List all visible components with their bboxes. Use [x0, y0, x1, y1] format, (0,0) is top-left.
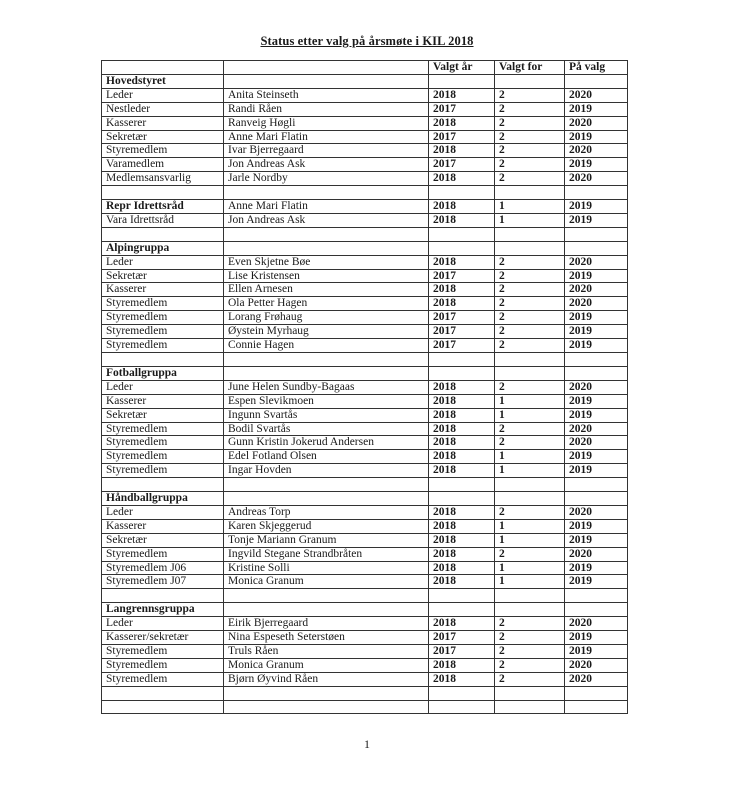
name-cell: Edel Fotland Olsen [224, 450, 429, 464]
up-for-election-cell: 2020 [565, 505, 628, 519]
elected-year-cell: 2018 [429, 380, 495, 394]
elected-for-cell: 2 [495, 116, 565, 130]
elected-for-cell: 1 [495, 408, 565, 422]
spacer-row [102, 589, 628, 603]
up-for-election-cell: 2020 [565, 283, 628, 297]
empty-cell [102, 589, 224, 603]
elected-for-cell: 2 [495, 283, 565, 297]
elected-for-cell: 2 [495, 130, 565, 144]
member-row [102, 394, 628, 408]
role-cell: Styremedlem [102, 547, 224, 561]
name-cell: Monica Granum [224, 575, 429, 589]
empty-cell [565, 227, 628, 241]
empty-cell [102, 186, 224, 200]
page-number: 1 [364, 737, 370, 751]
member-row [102, 297, 628, 311]
elected-for-cell: 2 [495, 311, 565, 325]
header-row [102, 61, 628, 75]
member-row [102, 339, 628, 353]
up-for-election-cell: 2020 [565, 172, 628, 186]
role-cell: Leder [102, 255, 224, 269]
empty-cell [102, 700, 224, 714]
empty-cell [102, 227, 224, 241]
elected-year-cell: 2018 [429, 116, 495, 130]
elected-year-cell: 2018 [429, 394, 495, 408]
name-cell: Lorang Frøhaug [224, 311, 429, 325]
role-cell: Styremedlem [102, 144, 224, 158]
role-cell: Repr Idrettsråd [102, 200, 224, 214]
up-for-election-cell: 2020 [565, 436, 628, 450]
role-cell: Vara Idrettsråd [102, 213, 224, 227]
empty-cell [429, 492, 495, 506]
up-for-election-cell: 2019 [565, 130, 628, 144]
up-for-election-cell: 2020 [565, 380, 628, 394]
up-for-election-cell: 2020 [565, 88, 628, 102]
elected-for-cell: 2 [495, 172, 565, 186]
empty-cell [224, 603, 429, 617]
empty-cell [565, 478, 628, 492]
elected-year-cell: 2018 [429, 200, 495, 214]
name-cell: Nina Espeseth Seterstøen [224, 631, 429, 645]
name-cell: Espen Slevikmoen [224, 394, 429, 408]
member-row [102, 213, 628, 227]
member-row [102, 283, 628, 297]
empty-cell [495, 589, 565, 603]
empty-cell [565, 241, 628, 255]
empty-cell [565, 700, 628, 714]
elected-for-cell: 2 [495, 269, 565, 283]
group-title: Langrennsgruppa [102, 603, 224, 617]
empty-cell [224, 700, 429, 714]
name-cell: Randi Råen [224, 102, 429, 116]
group-title: Fotballgruppa [102, 366, 224, 380]
role-cell: Styremedlem J06 [102, 561, 224, 575]
empty-cell [495, 366, 565, 380]
member-row [102, 464, 628, 478]
empty-cell [495, 686, 565, 700]
up-for-election-cell: 2019 [565, 561, 628, 575]
name-cell: Jon Andreas Ask [224, 213, 429, 227]
elected-year-cell: 2018 [429, 408, 495, 422]
empty-cell [565, 353, 628, 367]
role-cell: Styremedlem [102, 436, 224, 450]
elected-year-cell: 2017 [429, 269, 495, 283]
role-cell: Kasserer/sekretær [102, 631, 224, 645]
up-for-election-cell: 2019 [565, 394, 628, 408]
role-cell: Varamedlem [102, 158, 224, 172]
elected-year-cell: 2018 [429, 547, 495, 561]
role-cell: Sekretær [102, 269, 224, 283]
up-for-election-cell: 2019 [565, 325, 628, 339]
empty-cell [495, 227, 565, 241]
elected-for-cell: 1 [495, 519, 565, 533]
member-row [102, 436, 628, 450]
elected-year-cell: 2018 [429, 464, 495, 478]
spacer-row [102, 353, 628, 367]
up-for-election-cell: 2019 [565, 339, 628, 353]
up-for-election-cell: 2020 [565, 672, 628, 686]
name-cell: Øystein Myrhaug [224, 325, 429, 339]
up-for-election-cell: 2020 [565, 144, 628, 158]
name-cell: Truls Råen [224, 644, 429, 658]
group-title: Alpingruppa [102, 241, 224, 255]
elected-year-cell: 2018 [429, 144, 495, 158]
member-row [102, 631, 628, 645]
name-cell: Tonje Mariann Granum [224, 533, 429, 547]
elected-year-cell: 2018 [429, 436, 495, 450]
member-row [102, 88, 628, 102]
elected-year-cell: 2017 [429, 325, 495, 339]
member-row [102, 575, 628, 589]
empty-cell [224, 589, 429, 603]
empty-cell [429, 603, 495, 617]
elected-year-cell: 2018 [429, 255, 495, 269]
elected-for-cell: 2 [495, 325, 565, 339]
member-row [102, 547, 628, 561]
member-row [102, 325, 628, 339]
up-for-election-cell: 2019 [565, 408, 628, 422]
member-row [102, 130, 628, 144]
member-row [102, 172, 628, 186]
role-cell: Sekretær [102, 130, 224, 144]
role-cell: Leder [102, 380, 224, 394]
elected-for-cell: 1 [495, 200, 565, 214]
elected-for-cell: 1 [495, 213, 565, 227]
empty-cell [495, 353, 565, 367]
empty-cell [429, 227, 495, 241]
role-cell: Styremedlem J07 [102, 575, 224, 589]
up-for-election-cell: 2020 [565, 116, 628, 130]
up-for-election-cell: 2019 [565, 213, 628, 227]
member-row [102, 144, 628, 158]
role-cell: Leder [102, 505, 224, 519]
empty-cell [102, 478, 224, 492]
elected-year-cell: 2018 [429, 672, 495, 686]
empty-cell [224, 492, 429, 506]
elected-for-cell: 2 [495, 380, 565, 394]
member-row [102, 422, 628, 436]
role-cell: Styremedlem [102, 672, 224, 686]
page-title: Status etter valg på årsmøte i KIL 2018 [260, 34, 474, 48]
name-cell: Karen Skjeggerud [224, 519, 429, 533]
name-cell: Bjørn Øyvind Råen [224, 672, 429, 686]
empty-cell [495, 186, 565, 200]
elected-for-cell: 1 [495, 533, 565, 547]
empty-cell [565, 603, 628, 617]
elected-for-cell: 2 [495, 505, 565, 519]
role-cell: Styremedlem [102, 311, 224, 325]
elected-year-cell: 2018 [429, 617, 495, 631]
role-cell: Styremedlem [102, 450, 224, 464]
elected-for-cell: 2 [495, 436, 565, 450]
role-cell: Leder [102, 617, 224, 631]
elected-year-cell: 2018 [429, 88, 495, 102]
elected-year-cell: 2017 [429, 102, 495, 116]
up-for-election-cell: 2019 [565, 158, 628, 172]
name-cell: Anne Mari Flatin [224, 200, 429, 214]
name-cell: Anne Mari Flatin [224, 130, 429, 144]
role-cell: Kasserer [102, 283, 224, 297]
elected-year-cell: 2018 [429, 283, 495, 297]
spacer-row [102, 227, 628, 241]
empty-cell [495, 700, 565, 714]
spacer-row [102, 186, 628, 200]
member-row [102, 561, 628, 575]
elected-for-cell: 2 [495, 547, 565, 561]
group-header-row [102, 74, 628, 88]
empty-cell [224, 353, 429, 367]
elected-for-cell: 1 [495, 450, 565, 464]
member-row [102, 533, 628, 547]
elected-year-cell: 2017 [429, 158, 495, 172]
elected-for-cell: 2 [495, 644, 565, 658]
name-cell: Bodil Svartås [224, 422, 429, 436]
name-cell: Ingvild Stegane Strandbråten [224, 547, 429, 561]
up-for-election-cell: 2020 [565, 297, 628, 311]
name-cell: Monica Granum [224, 658, 429, 672]
role-cell: Sekretær [102, 408, 224, 422]
header-name [224, 61, 429, 75]
member-row [102, 519, 628, 533]
member-row [102, 380, 628, 394]
name-cell: Gunn Kristin Jokerud Andersen [224, 436, 429, 450]
elected-for-cell: 2 [495, 158, 565, 172]
member-row [102, 200, 628, 214]
elected-for-cell: 2 [495, 102, 565, 116]
up-for-election-cell: 2019 [565, 450, 628, 464]
elected-year-cell: 2018 [429, 422, 495, 436]
role-cell: Nestleder [102, 102, 224, 116]
empty-cell [224, 686, 429, 700]
empty-cell [429, 700, 495, 714]
member-row [102, 311, 628, 325]
role-cell: Kasserer [102, 116, 224, 130]
name-cell: June Helen Sundby-Bagaas [224, 380, 429, 394]
empty-cell [224, 186, 429, 200]
elected-year-cell: 2018 [429, 533, 495, 547]
empty-cell [565, 686, 628, 700]
up-for-election-cell: 2019 [565, 631, 628, 645]
member-row [102, 617, 628, 631]
elected-year-cell: 2018 [429, 658, 495, 672]
member-row [102, 255, 628, 269]
group-title: Håndballgruppa [102, 492, 224, 506]
spacer-row [102, 478, 628, 492]
empty-cell [429, 478, 495, 492]
elected-year-cell: 2018 [429, 519, 495, 533]
elected-for-cell: 2 [495, 297, 565, 311]
empty-cell [429, 74, 495, 88]
group-header-row [102, 603, 628, 617]
role-cell: Sekretær [102, 533, 224, 547]
empty-cell [102, 353, 224, 367]
status-table-body [102, 61, 628, 714]
member-row [102, 658, 628, 672]
name-cell: Kristine Solli [224, 561, 429, 575]
name-cell: Ranveig Høgli [224, 116, 429, 130]
role-cell: Leder [102, 88, 224, 102]
role-cell: Medlemsansvarlig [102, 172, 224, 186]
member-row [102, 450, 628, 464]
up-for-election-cell: 2019 [565, 102, 628, 116]
empty-cell [495, 492, 565, 506]
elected-for-cell: 2 [495, 422, 565, 436]
elected-for-cell: 2 [495, 672, 565, 686]
up-for-election-cell: 2020 [565, 658, 628, 672]
elected-for-cell: 2 [495, 658, 565, 672]
name-cell: Andreas Torp [224, 505, 429, 519]
up-for-election-cell: 2019 [565, 311, 628, 325]
empty-row [102, 700, 628, 714]
role-cell: Styremedlem [102, 297, 224, 311]
elected-year-cell: 2017 [429, 339, 495, 353]
empty-cell [565, 366, 628, 380]
empty-cell [429, 686, 495, 700]
elected-for-cell: 2 [495, 631, 565, 645]
up-for-election-cell: 2019 [565, 519, 628, 533]
name-cell: Connie Hagen [224, 339, 429, 353]
empty-cell [429, 186, 495, 200]
empty-cell [565, 589, 628, 603]
empty-cell [495, 74, 565, 88]
empty-cell [429, 353, 495, 367]
header-elected-for: Valgt for [495, 61, 565, 75]
empty-cell [429, 589, 495, 603]
elected-for-cell: 1 [495, 464, 565, 478]
group-header-row [102, 492, 628, 506]
name-cell: Even Skjetne Bøe [224, 255, 429, 269]
role-cell: Styremedlem [102, 339, 224, 353]
up-for-election-cell: 2019 [565, 644, 628, 658]
empty-row [102, 686, 628, 700]
elected-year-cell: 2017 [429, 631, 495, 645]
name-cell: Ola Petter Hagen [224, 297, 429, 311]
empty-cell [495, 241, 565, 255]
role-cell: Kasserer [102, 394, 224, 408]
name-cell: Jarle Nordby [224, 172, 429, 186]
elected-for-cell: 1 [495, 561, 565, 575]
up-for-election-cell: 2020 [565, 422, 628, 436]
elected-for-cell: 2 [495, 339, 565, 353]
role-cell: Styremedlem [102, 644, 224, 658]
group-title: Hovedstyret [102, 74, 224, 88]
empty-cell [565, 186, 628, 200]
up-for-election-cell: 2019 [565, 464, 628, 478]
elected-year-cell: 2018 [429, 575, 495, 589]
elected-year-cell: 2017 [429, 311, 495, 325]
elected-for-cell: 1 [495, 394, 565, 408]
member-row [102, 644, 628, 658]
elected-year-cell: 2018 [429, 561, 495, 575]
name-cell: Eirik Bjerregaard [224, 617, 429, 631]
role-cell: Styremedlem [102, 422, 224, 436]
up-for-election-cell: 2020 [565, 547, 628, 561]
elected-year-cell: 2018 [429, 450, 495, 464]
role-cell: Styremedlem [102, 658, 224, 672]
empty-cell [429, 366, 495, 380]
name-cell: Ingunn Svartås [224, 408, 429, 422]
up-for-election-cell: 2019 [565, 200, 628, 214]
empty-cell [224, 241, 429, 255]
header-up-for-election: På valg [565, 61, 628, 75]
empty-cell [565, 74, 628, 88]
empty-cell [565, 492, 628, 506]
up-for-election-cell: 2019 [565, 575, 628, 589]
elected-for-cell: 1 [495, 575, 565, 589]
name-cell: Jon Andreas Ask [224, 158, 429, 172]
name-cell: Lise Kristensen [224, 269, 429, 283]
role-cell: Kasserer [102, 519, 224, 533]
elected-year-cell: 2018 [429, 213, 495, 227]
empty-cell [495, 603, 565, 617]
elected-year-cell: 2017 [429, 644, 495, 658]
empty-cell [495, 478, 565, 492]
member-row [102, 505, 628, 519]
empty-cell [224, 227, 429, 241]
elected-for-cell: 2 [495, 88, 565, 102]
empty-cell [429, 241, 495, 255]
member-row [102, 102, 628, 116]
elected-year-cell: 2017 [429, 130, 495, 144]
role-cell: Styremedlem [102, 325, 224, 339]
group-header-row [102, 366, 628, 380]
member-row [102, 116, 628, 130]
header-elected-year: Valgt år [429, 61, 495, 75]
role-cell: Styremedlem [102, 464, 224, 478]
member-row [102, 672, 628, 686]
up-for-election-cell: 2020 [565, 617, 628, 631]
elected-for-cell: 2 [495, 144, 565, 158]
elected-for-cell: 2 [495, 255, 565, 269]
elected-for-cell: 2 [495, 617, 565, 631]
name-cell: Anita Steinseth [224, 88, 429, 102]
up-for-election-cell: 2019 [565, 269, 628, 283]
member-row [102, 408, 628, 422]
elected-year-cell: 2018 [429, 297, 495, 311]
elected-year-cell: 2018 [429, 172, 495, 186]
status-table [101, 60, 628, 714]
empty-cell [224, 478, 429, 492]
empty-cell [224, 366, 429, 380]
elected-year-cell: 2018 [429, 505, 495, 519]
name-cell: Ingar Hovden [224, 464, 429, 478]
member-row [102, 158, 628, 172]
group-header-row [102, 241, 628, 255]
header-role [102, 61, 224, 75]
empty-cell [102, 686, 224, 700]
empty-cell [224, 74, 429, 88]
up-for-election-cell: 2019 [565, 533, 628, 547]
name-cell: Ivar Bjerregaard [224, 144, 429, 158]
member-row [102, 269, 628, 283]
up-for-election-cell: 2020 [565, 255, 628, 269]
name-cell: Ellen Arnesen [224, 283, 429, 297]
